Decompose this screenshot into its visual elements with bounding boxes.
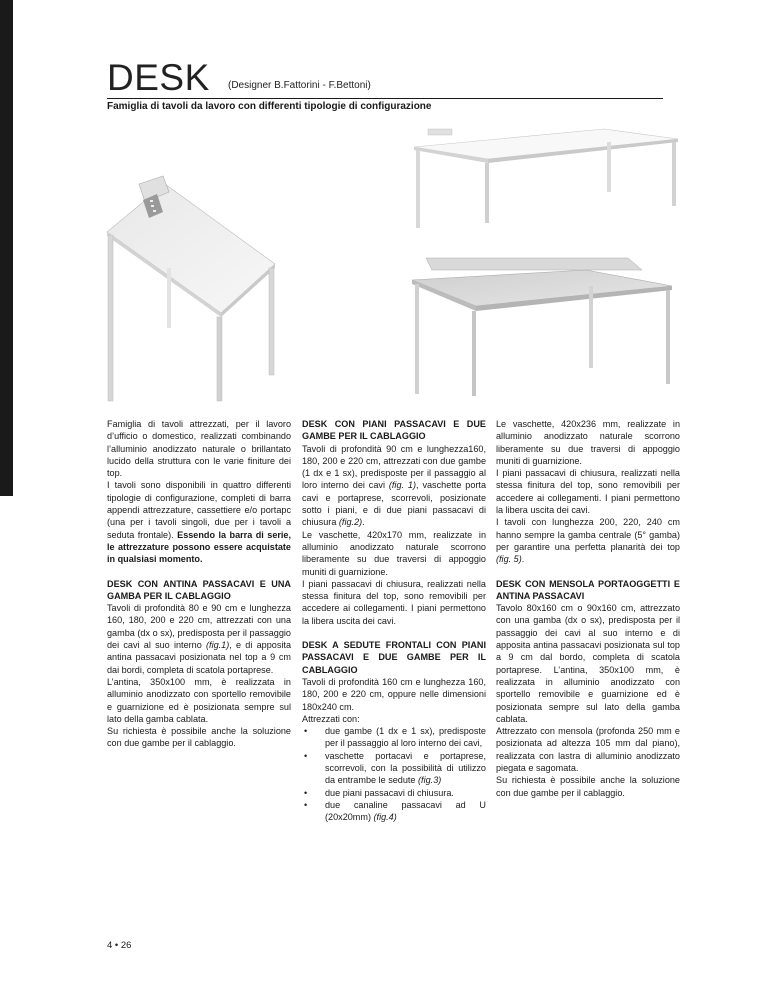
figure-ref: (fig.2)	[338, 517, 363, 528]
section-heading-antina: DESK CON ANTINA PASSACAVI E UNA GAMBA PER IL CABLAGGIO	[107, 578, 291, 601]
section-paragraph-3: Su richiesta è possibile anche la soluzione con due gambe per il cablaggio.	[107, 726, 291, 749]
figure-ref: (fig. 1)	[388, 480, 417, 491]
section-paragraph: Le vaschette, 420x170 mm, realizzate in alluminio anodizzato naturale scorrono liberamente su due traversi di appoggio muniti di guarnizione.	[302, 529, 486, 577]
section-heading-sedute-frontali: DESK A SEDUTE FRONTALI CON PIANI PASSACAVI E DUE GAMBE PER IL CABLAGGIO	[302, 640, 486, 675]
section-paragraph: I tavoli con lunghezza 200, 220, 240 cm hanno sempre la gamba centrale (5° gamba) per garantire una perfetta planarità dei top (fig. 5).	[496, 517, 680, 565]
figure-ref: (fig.4)	[373, 812, 397, 823]
section-paragraph: Tavoli di profondità 160 cm e lunghezza 160, 180, 200 e 220 cm, oppure nelle dimensioni 180x240 cm.	[302, 676, 486, 712]
text-column-1	[107, 418, 291, 750]
figure-ref: (fig.3)	[418, 775, 442, 786]
text-column-2	[302, 418, 486, 824]
desk-with-cable-flap-image	[105, 172, 277, 404]
list-item: • due canaline passacavi ad U (20x20mm) (fig.4)	[302, 799, 486, 824]
desk-plain-image	[408, 127, 680, 233]
desk-with-shelf-image	[406, 256, 674, 398]
intro-paragraph-1: Famiglia di tavoli attrezzati, per il lavoro d’ufficio o domestico, realizzati combinando l’alluminio anodizzato naturale o brillantato lucido della struttura con le varie finiture dei top.	[107, 419, 291, 479]
section-paragraph: Tavolo 80x160 cm o 90x160 cm, attrezzato con una gamba (dx o sx), predisposta per il passaggio dei cavi al suo interno e di apposita antina passacavi posizionata sul top a 9 cm dal bordo, completa di scatola portaprese. L’antina, 350x100 mm, è realizzata in alluminio anodizzato con sportello removibile e guarnizione ed è posizionata sempre sul lato della gamba cablata.	[496, 603, 680, 724]
equipment-list	[302, 725, 486, 823]
page-number: 4 • 26	[107, 940, 132, 951]
list-item: • due gambe (1 dx e 1 sx), predisposte per il passaggio al loro interno dei cavi,	[302, 725, 486, 750]
sidebar-black-bar	[0, 0, 13, 496]
intro-paragraph-2: I tavoli sono disponibili in quattro differenti tipologie di configurazione, completi di barra appendi attrezzature, cassettiere e/o portapc (una per i tavoli singoli, due per i tavoli a seduta frontale). Essendo la barra di serie, le attrezzature possono essere acquistate in qualsiasi momento.	[107, 480, 292, 565]
section-paragraph: Le vaschette, 420x236 mm, realizzate in alluminio anodizzato naturale scorrono liberamente su due traversi di appoggio muniti di guarnizione.	[496, 419, 680, 466]
section-paragraph: Attrezzato con mensola (profonda 250 mm e posizionata ad altezza 105 mm dal piano), realizzata con lastra di alluminio anodizzato piegata e sagomata.	[496, 726, 680, 774]
page-header	[107, 58, 663, 99]
section-paragraph: Su richiesta è possibile anche la soluzione con due gambe per il cablaggio.	[496, 775, 680, 798]
page-subtitle: Famiglia di tavoli da lavoro con differenti tipologie di configurazione	[107, 101, 432, 112]
section-paragraph: I piani passacavi di chiusura, realizzati nella stessa finitura del top, sono removibili per accedere ai collegamenti. I piani permettono la libera uscita dei cavi.	[302, 578, 486, 626]
page-title: DESK	[107, 57, 210, 98]
section-paragraph: I piani passacavi di chiusura, realizzati nella stessa finitura del top, sono removibili per accedere ai collegamenti. I piani permettono la libera uscita dei cavi.	[496, 468, 680, 516]
section-paragraph-2: L’antina, 350x100 mm, è realizzata in alluminio anodizzato con sportello removibile e guarnizione ed è posizionata sempre sul lato della gamba cablata.	[107, 676, 291, 724]
list-item: • due piani passacavi di chiusura.	[302, 787, 486, 799]
designer-credit: (Designer B.Fattorini - F.Bettoni)	[228, 80, 371, 91]
section-heading-mensola: DESK CON MENSOLA PORTAOGGETTI E ANTINA PASSACAVI	[496, 578, 680, 601]
list-item: • vaschette portacavi e portaprese, scorrevoli, con la possibilità di utilizzo da entrambe le sedute (fig.3)	[302, 750, 486, 787]
intro-bold-text: Essendo la barra di serie, le attrezzature possono essere acquistate in qualsiasi momento.	[107, 529, 292, 565]
figure-ref: (fig. 5)	[496, 554, 522, 565]
section-paragraph-1: Tavoli di profondità 80 e 90 cm e lunghezza 160, 180, 200 e 220 cm, attrezzati con una gamba (dx o sx), predisposta per il passaggio dei cavi al suo interno (fig.1), e di apposita antina passacavi posizionata nel top a 9 cm dai bordi, completa di scatola portaprese.	[107, 603, 291, 675]
figure-ref: (fig.1)	[206, 640, 230, 651]
section-paragraph: Attrezzati con:	[302, 713, 360, 724]
section-paragraph: Tavoli di profondità 90 cm e lunghezza160, 180, 200 e 220 cm, attrezzati con due gambe (1 dx e 1 sx), predisposte per il passaggio al loro interno dei cavi (fig. 1), vaschette porta cavi e portaprese, scorrevoli, posizionate sotto i piani, e di due piani passacavi di chiusura (fig.2).	[302, 443, 487, 528]
section-heading-piani-passacavi: DESK CON PIANI PASSACAVI E DUE GAMBE PER IL CABLAGGIO	[302, 419, 486, 442]
text-column-3	[496, 418, 680, 799]
